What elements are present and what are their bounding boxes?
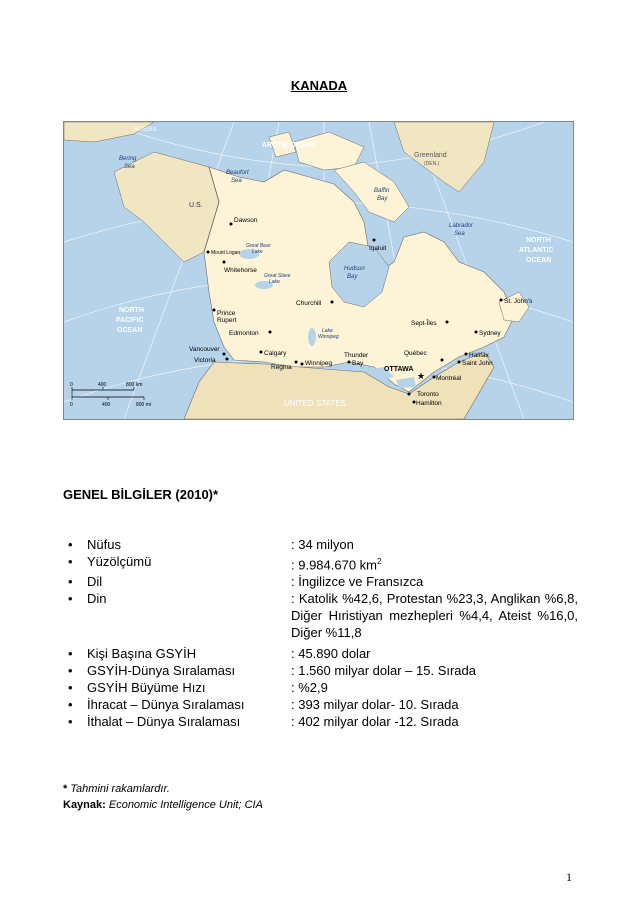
fact-label: GSYİH Büyüme Hızı <box>87 680 206 696</box>
fact-value: : Katolik %42,6, Protestan %23,3, Anglikan %6,8, Diğer Hıristiyan mezhepleri %4,4, Ateist %16,0, Diğer %11,8 <box>291 591 578 641</box>
fact-value: : 45.890 dolar <box>291 646 371 662</box>
bullet-icon: • <box>68 591 73 607</box>
fact-value-text: : 9.984.670 km <box>291 557 377 573</box>
fact-label: Nüfus <box>87 537 121 552</box>
bullet-icon: • <box>68 714 73 730</box>
scale-mi-400: 400 <box>102 402 111 408</box>
beaufort-label-1: Beaufort <box>226 170 249 176</box>
arctic-ocean-label: ARCTIC OCEAN <box>262 142 316 149</box>
city-edmonton: Edmonton <box>229 330 259 337</box>
footnote-source <box>63 797 263 813</box>
hudson-label-1: Hudson <box>344 266 365 272</box>
fact-label: GSYİH-Dünya Sıralaması <box>87 663 236 679</box>
labrador-label-2: Sea <box>454 231 465 237</box>
city-calgary: Calgary <box>264 350 287 357</box>
hudson-label-2: Bay <box>347 274 358 280</box>
city-churchill: Churchill <box>296 300 322 307</box>
fact-row <box>68 645 578 662</box>
fact-row <box>68 573 578 590</box>
atlantic-label-1: NORTH <box>526 237 551 244</box>
city-mount-logan: Mount Logan <box>211 250 241 256</box>
city-regina: Regina <box>271 364 292 371</box>
fact-row <box>68 696 578 713</box>
fact-row <box>68 662 578 679</box>
russia-label: RUSSIA <box>134 127 157 133</box>
footnote-star: * <box>63 783 68 795</box>
fact-value: : %2,9 <box>291 680 328 696</box>
bullet-icon: • <box>68 646 73 662</box>
fact-row <box>68 553 578 573</box>
atlantic-label-3: OCEAN <box>526 257 552 264</box>
fact-label: İthalat – Dünya Sıralaması <box>87 714 241 730</box>
pacific-label-3: OCEAN <box>117 327 143 334</box>
canada-map-svg <box>64 122 573 419</box>
bering-label-1: Bering <box>119 156 137 162</box>
fact-value <box>291 553 578 573</box>
fact-value: : 393 milyar dolar- 10. Sırada <box>291 697 459 713</box>
pacific-label-2: PACIFIC <box>116 317 144 324</box>
city-ottawa: OTTAWA <box>384 366 414 373</box>
bering-label-2: Sea <box>124 164 135 170</box>
fact-row <box>68 679 578 696</box>
facts-list <box>68 536 578 730</box>
city-sydney: Sydney <box>479 330 501 337</box>
greenland-den-label: (DEN.) <box>424 161 440 167</box>
city-saint-john: Saint John <box>462 360 493 367</box>
fact-label: Yüzölçümü <box>87 554 152 569</box>
footnote-estimate <box>63 781 263 797</box>
bullet-icon: • <box>68 680 73 696</box>
scale-km-400: 400 <box>98 382 107 388</box>
fact-value: : 1.560 milyar dolar – 15. Sırada <box>291 663 476 679</box>
fact-value-sup: 2 <box>377 557 382 566</box>
fact-row <box>68 713 578 730</box>
united-states-label: UNITED STATES <box>284 399 346 408</box>
fact-value: : 34 milyon <box>291 537 354 552</box>
city-vancouver: Vancouver <box>189 346 220 353</box>
bullet-icon: • <box>68 554 73 569</box>
city-toronto: Toronto <box>417 391 439 398</box>
city-st-johns: St. John's <box>504 298 533 305</box>
bullet-icon: • <box>68 574 73 590</box>
baffin-label-1: Baffin <box>374 188 390 194</box>
city-thunder-bay-2: Bay <box>352 360 364 367</box>
scale-km-0: 0 <box>70 382 73 388</box>
city-quebec: Québec <box>404 350 427 357</box>
canada-map <box>63 121 574 420</box>
fact-label: Dil <box>87 574 103 590</box>
fact-value: : İngilizce ve Fransızca <box>291 574 424 590</box>
city-winnipeg: Winnipeg <box>305 360 333 367</box>
page-number: 1 <box>566 870 572 884</box>
us-alaska-label: U.S. <box>189 202 203 209</box>
bullet-icon: • <box>68 663 73 679</box>
lake-winnipeg-label-1: Lake <box>322 328 333 334</box>
great-slave-label-1: Great Slave <box>264 273 291 279</box>
atlantic-label-2: ATLANTIC <box>519 247 554 254</box>
fact-value: : 402 milyar dolar -12. Sırada <box>291 714 459 730</box>
lake-winnipeg-label-2: Winnipeg <box>318 334 339 340</box>
fact-label: Kişi Başına GSYİH <box>87 646 197 662</box>
fact-label: Din <box>87 591 107 607</box>
bullet-icon: • <box>68 697 73 713</box>
source-text: Economic Intelligence Unit; CIA <box>108 799 263 811</box>
city-montreal: Montréal <box>436 375 462 382</box>
page-title: KANADA <box>290 78 348 93</box>
city-prince-rupert-2: Rupert <box>217 317 237 324</box>
pacific-label-1: NORTH <box>119 307 144 314</box>
greenland-label: Greenland <box>414 152 447 159</box>
section-title: GENEL BİLGİLER (2010)* <box>63 487 219 502</box>
city-thunder-bay-1: Thunder <box>344 352 369 359</box>
city-iqaluit: Iqaluit <box>369 245 387 252</box>
city-dawson: Dawson <box>234 217 258 224</box>
beaufort-label-2: Sea <box>231 178 242 184</box>
bullet-icon: • <box>68 537 73 552</box>
fact-row <box>68 590 578 641</box>
lake-winnipeg <box>308 328 316 346</box>
scale-mi-800: 800 mi <box>136 402 152 408</box>
city-halifax: Halifax <box>469 352 489 359</box>
source-label: Kaynak: <box>63 799 106 811</box>
scale-mi-0: 0 <box>70 402 73 408</box>
city-sept-iles: Sept-Îles <box>411 320 437 327</box>
fact-label: İhracat – Dünya Sıralaması <box>87 697 245 713</box>
scale-km-800: 800 km <box>126 382 143 388</box>
great-bear-label-1: Great Bear <box>246 243 271 249</box>
footnote-star-text: Tahmini rakamlardır. <box>70 783 170 795</box>
city-prince-rupert-1: Prince <box>217 310 236 317</box>
great-bear-label-2: Lake <box>252 249 263 255</box>
fact-row <box>68 536 578 553</box>
city-victoria: Victoria <box>194 357 216 364</box>
city-whitehorse: Whitehorse <box>224 267 257 274</box>
footnote <box>63 781 263 813</box>
capital-star-icon: ★ <box>417 371 426 381</box>
city-hamilton: Hamilton <box>416 400 442 407</box>
great-slave-label-2: Lake <box>269 279 280 285</box>
labrador-label-1: Labrador <box>449 223 474 229</box>
baffin-label-2: Bay <box>377 196 388 202</box>
